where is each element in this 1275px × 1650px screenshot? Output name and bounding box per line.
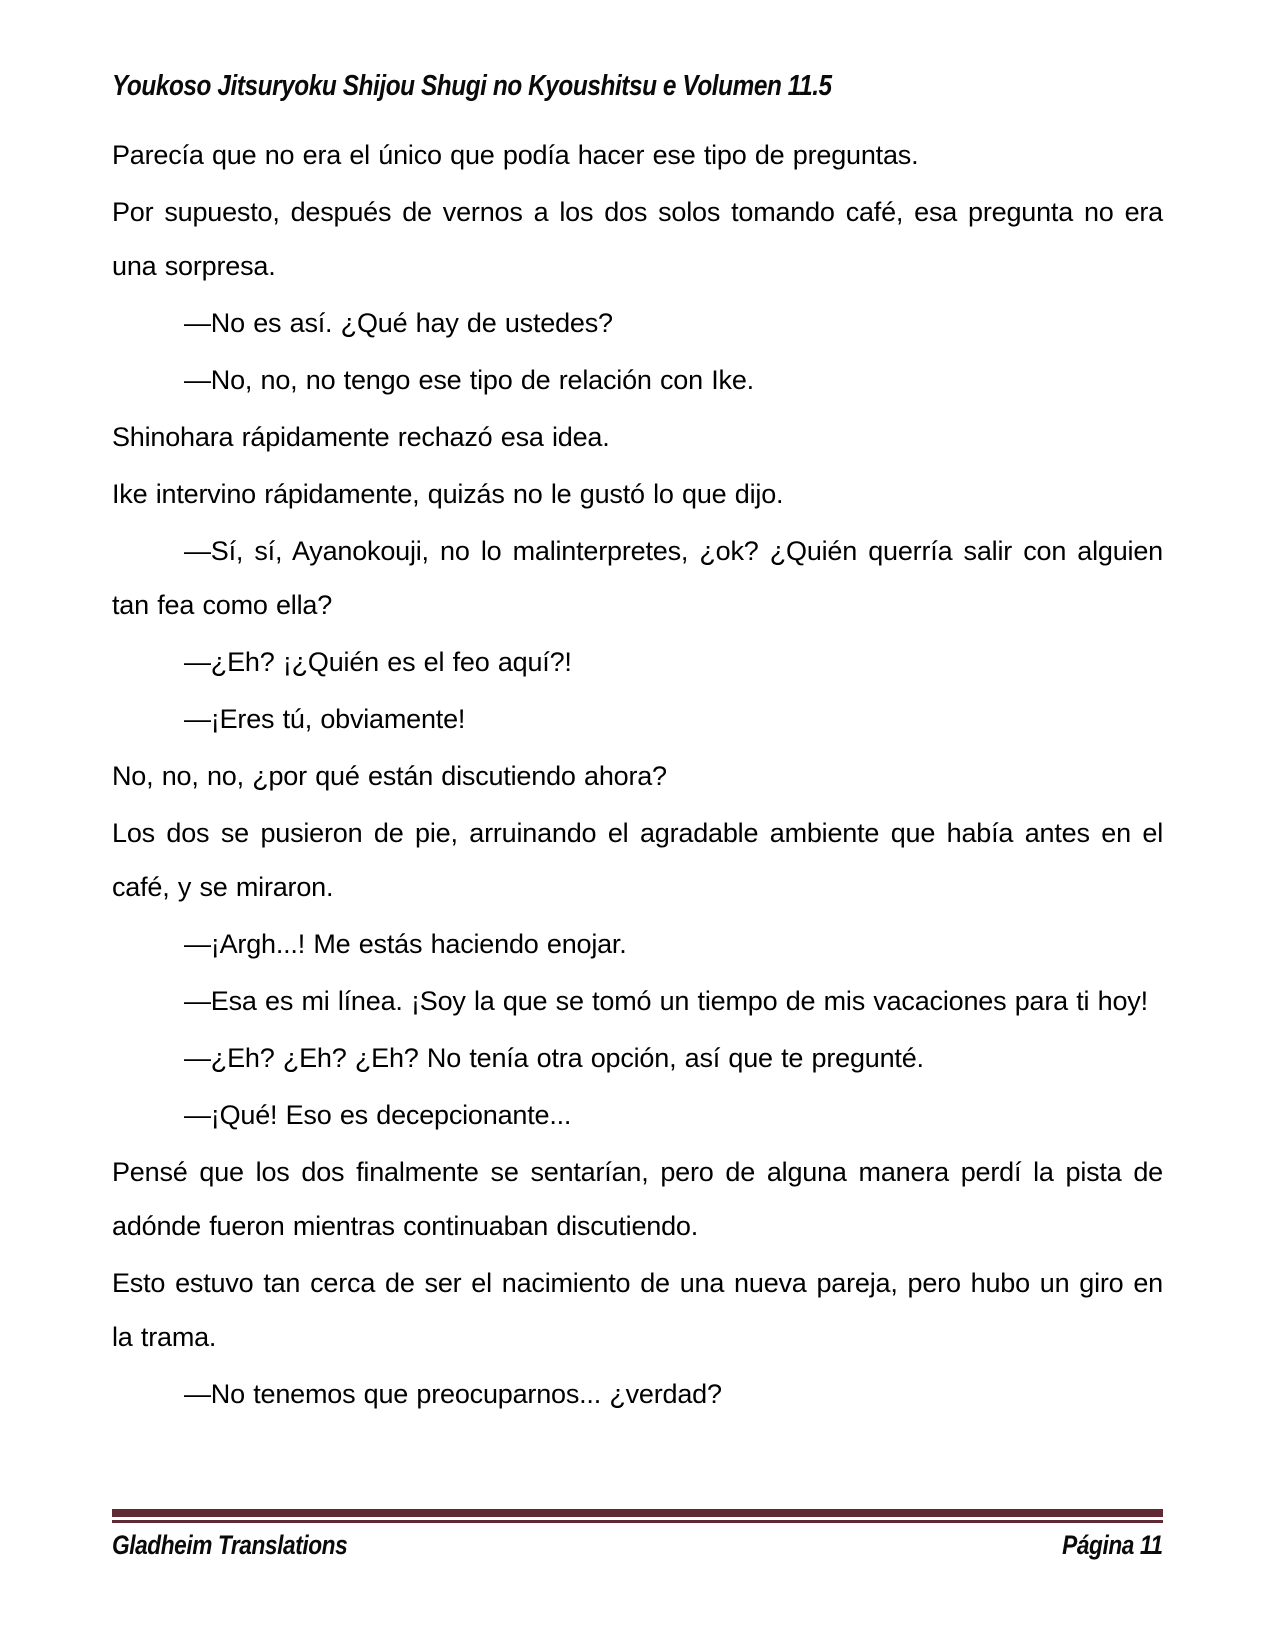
paragraph: Ike intervino rápidamente, quizás no le gustó lo que dijo. [112, 479, 784, 509]
page-header [112, 70, 1163, 103]
footer-right-wrap [1043, 1530, 1163, 1561]
dialogue-paragraph: —Esa es mi línea. ¡Soy la que se tomó un tiempo de mis vacaciones para ti hoy! [184, 986, 1148, 1016]
paragraph: Shinohara rápidamente rechazó esa idea. [112, 422, 610, 452]
dialogue-paragraph: —No, no, no tengo ese tipo de relación con Ike. [184, 365, 754, 395]
translator-credit: Gladheim Translations [112, 1530, 348, 1560]
dialogue-paragraph: —¡Qué! Eso es decepcionante... [184, 1100, 572, 1130]
dialogue-paragraph: —¿Eh? ¿Eh? ¿Eh? No tenía otra opción, así que te pregunté. [184, 1043, 924, 1073]
dialogue-paragraph: —¡Argh...! Me estás haciendo enojar. [184, 929, 627, 959]
paragraph: No, no, no, ¿por qué están discutiendo ahora? [112, 761, 667, 791]
footer-rule-thin [112, 1520, 1163, 1523]
paragraph: Pensé que los dos finalmente se sentarían, pero de alguna manera perdí la pista de adónde fueron mientras continuaban discutiendo. [112, 1157, 1163, 1241]
dialogue-paragraph: —No tenemos que preocuparnos... ¿verdad? [184, 1379, 722, 1409]
page-footer [112, 1509, 1163, 1561]
paragraph: Esto estuvo tan cerca de ser el nacimiento de una nueva pareja, pero hubo un giro en la trama. [112, 1268, 1163, 1352]
paragraph: Parecía que no era el único que podía hacer ese tipo de preguntas. [112, 140, 919, 170]
paragraph: Los dos se pusieron de pie, arruinando el agradable ambiente que había antes en el café, y se miraron. [112, 818, 1163, 902]
page-body [112, 128, 1163, 1424]
dialogue-paragraph: —¡Eres tú, obviamente! [184, 704, 466, 734]
dialogue-paragraph: —Sí, sí, Ayanokouji, no lo malinterpretes, ¿ok? ¿Quién querría salir con alguien tan fea como ella? [112, 536, 1163, 620]
paragraph: Por supuesto, después de vernos a los dos solos tomando café, esa pregunta no era una sorpresa. [112, 197, 1163, 281]
page-number: Página 11 [1062, 1530, 1163, 1560]
footer-text-row [112, 1530, 1163, 1561]
footer-left-wrap [112, 1530, 392, 1561]
dialogue-paragraph: —No es así. ¿Qué hay de ustedes? [184, 308, 613, 338]
document-title: Youkoso Jitsuryoku Shijou Shugi no Kyoushitsu e Volumen 11.5 [112, 70, 832, 102]
footer-rule-thick [112, 1509, 1163, 1517]
dialogue-paragraph: —¿Eh? ¡¿Quién es el feo aquí?! [184, 647, 572, 677]
